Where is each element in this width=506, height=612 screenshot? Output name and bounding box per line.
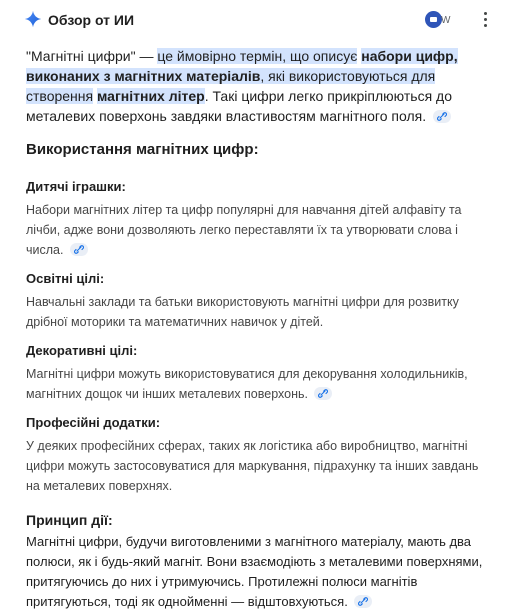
intro-highlight-3: , які використовуються для створення — [26, 68, 436, 104]
intro-highlight-4: магнітних літер — [97, 88, 205, 104]
intro-tail: . Такі цифри легко прикріплюються до металевих поверхонь завдяки властивостям магнітного поля. — [26, 88, 452, 124]
item-text-content: Набори магнітних літер та цифр популярні для навчання дітей алфавіту та лічби, адже вони дозволяють легко переставляти їх та утворювати слова і числа. — [26, 203, 462, 257]
link-icon[interactable] — [314, 387, 332, 400]
principle-text-content: Магнітні цифри, будучи виготовленими з магнітного матеріалу, мають два полюси, як і будь-який магніт. Вони взаємодіють з металевими поверхнями, притягуючись до них і утримуючись. Протилежні полюси магнітів притягуються, тоді як однойменні — відштовхуються. — [26, 534, 483, 609]
list-item — [26, 178, 486, 260]
list-item — [26, 270, 486, 332]
link-icon[interactable] — [70, 243, 88, 256]
item-title: Професійні додатки: — [26, 415, 161, 430]
item-title: Дитячі іграшки: — [26, 179, 126, 194]
principle-title: Принцип дії: — [26, 512, 113, 528]
item-text — [26, 364, 486, 404]
ai-overview-header — [0, 0, 506, 38]
intro-highlight-1: це ймовірно термін, що описує — [157, 48, 358, 64]
principle-text — [26, 532, 486, 612]
item-text: Навчальні заклади та батьки використовують магнітні цифри для розвитку дрібної моторики та математичних навичок у дітей. — [26, 295, 459, 329]
intro-paragraph — [26, 46, 486, 126]
item-title: Освітні цілі: — [26, 271, 105, 286]
ai-overview-content — [26, 46, 486, 612]
intro-highlight-2: набори цифр, виконаних з магнітних матеріалів — [26, 48, 458, 84]
section-title: Використання магнітних цифр: — [26, 141, 259, 158]
list-item — [26, 342, 486, 404]
list-item — [26, 414, 486, 496]
more-vert-icon[interactable] — [476, 8, 496, 30]
header-title: Обзор от ИИ — [48, 12, 135, 28]
intro-quote: "Магнітні цифри" — — [26, 48, 154, 64]
item-text — [26, 200, 486, 260]
item-text: У деяких професійних сферах, таких як логістика або виробництво, магнітні цифри можуть застосовуватися для маркування, підрахунку та інших завдань на металевих поверхнях. — [26, 439, 479, 493]
link-icon[interactable] — [433, 110, 451, 123]
item-title: Декоративні цілі: — [26, 343, 138, 358]
gemini-sparkle-icon — [24, 10, 42, 28]
favicon-letter: W — [441, 15, 451, 26]
link-icon[interactable] — [354, 595, 372, 608]
favicon-icon[interactable] — [425, 11, 442, 28]
item-text-content: Магнітні цифри можуть використовуватися для декорування холодильників, магнітних дощок чи інших металевих поверхонь. — [26, 367, 468, 401]
